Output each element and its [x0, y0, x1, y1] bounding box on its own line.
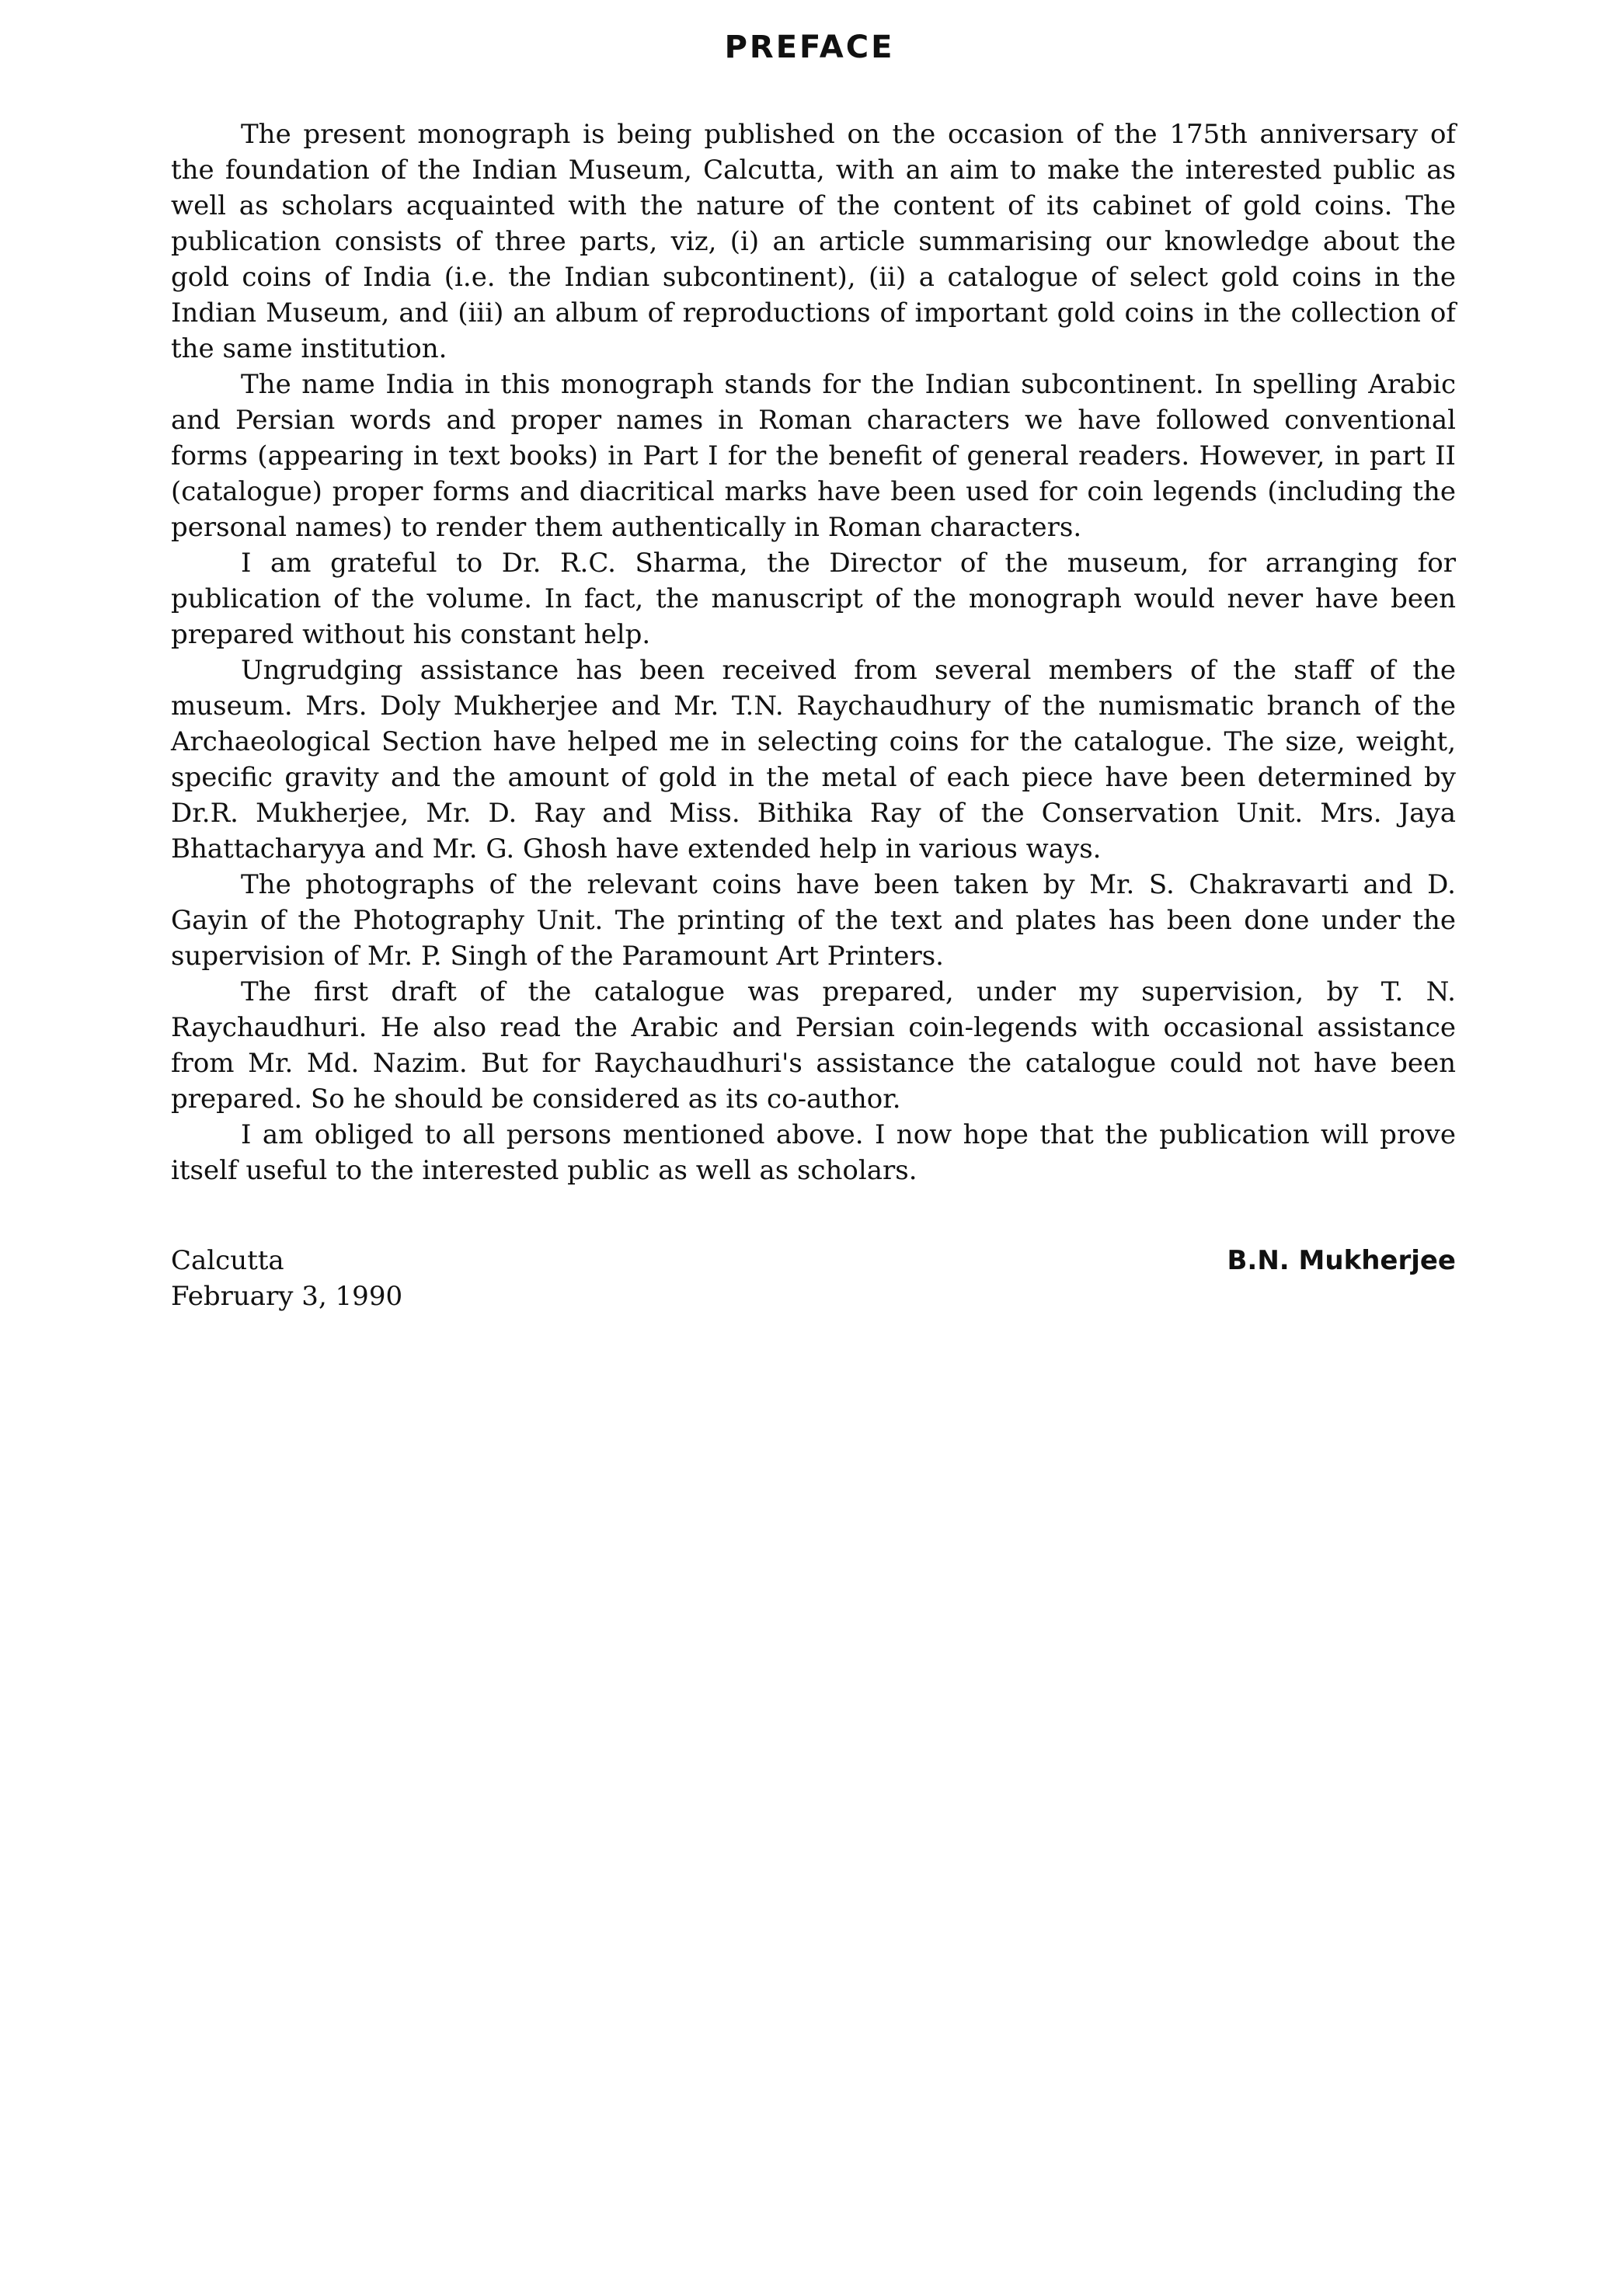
paragraph-catalogue-draft: The first draft of the catalogue was prepared, under my supervision, by T. N. Raychaudhuri. He also read the Arabic and Persian coin-legends with occasional assistance from Mr. Md. Nazim. But for Raychaudhuri's assistance the catalogue could not have been prepared. So he should be considered as its co-author. — [171, 976, 1456, 1115]
signature-date: February 3, 1990 — [171, 1281, 403, 1312]
page-title: PREFACE — [724, 30, 895, 65]
preface-body — [171, 117, 1456, 1188]
paragraph-naming-conventions: The name India in this monograph stands for the Indian subcontinent. In spelling Arabic and Persian words and proper names in Roman characters we have followed conventional forms (appearing in text books) in Part I for the benefit of general readers. However, in part II (catalogue) proper forms and diacritical marks have been used for coin legends (including the personal names) to render them authentically in Roman characters. — [171, 369, 1456, 543]
paragraph-purpose: The present monograph is being published on the occasion of the 175th anniversary of the foundation of the Indian Museum, Calcutta, with an aim to make the interested public as well as scholars acquainted with the nature of the content of its cabinet of gold coins. The publication consists of three parts, viz, (i) an article summarising our knowledge about the gold coins of India (i.e. the Indian subcontinent), (ii) a catalogue of select gold coins in the Indian Museum, and (iii) an album of reproductions of important gold coins in the collection of the same institution. — [171, 119, 1456, 364]
paragraph-acknowledgement-staff: Ungrudging assistance has been received from several members of the staff of the museum. Mrs. Doly Mukherjee and Mr. T.N. Raychaudhury of the numismatic branch of the Archaeological Section have helped me in selecting coins for the catalogue. The size, weight, specific gravity and the amount of gold in the metal of each piece have been determined by Dr.R. Mukherjee, Mr. D. Ray and Miss. Bithika Ray of the Conservation Unit. Mrs. Jaya Bhattacharyya and Mr. G. Ghosh have extended help in various ways. — [171, 655, 1456, 864]
signature-block — [171, 1243, 1456, 1336]
paragraph-closing: I am obliged to all persons mentioned above. I now hope that the publication will prove itself useful to the interested public as well as scholars. — [171, 1119, 1456, 1186]
signature-place: Calcutta — [171, 1245, 284, 1276]
paragraph-photography-printing: The photographs of the relevant coins have been taken by Mr. S. Chakravarti and D. Gayin of the Photography Unit. The printing of the text and plates has been done under the supervision of Mr. P. Singh of the Paramount Art Printers. — [171, 869, 1456, 972]
signature-author: B.N. Mukherjee — [1227, 1245, 1456, 1276]
paragraph-acknowledgement-director: I am grateful to Dr. R.C. Sharma, the Director of the museum, for arranging for publication of the volume. In fact, the manuscript of the monograph would never have been prepared without his constant help. — [171, 548, 1456, 650]
